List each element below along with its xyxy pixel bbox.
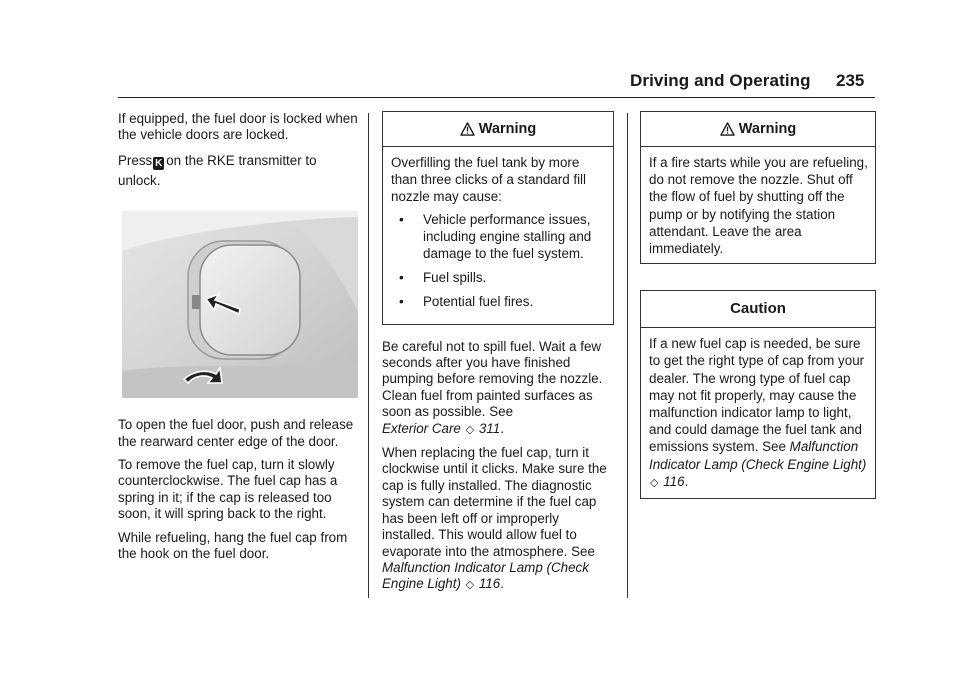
column-3 [640, 111, 876, 513]
header-divider [118, 97, 875, 98]
bullet-text: Vehicle performance issues, including engine stalling and damage to the fuel system. [423, 211, 592, 262]
warning-heading-label: Warning [478, 120, 537, 137]
bullet-text: Fuel spills. [423, 270, 487, 286]
unlock-key-icon: K [155, 157, 163, 169]
page-number: 235 [836, 71, 865, 90]
open-fuel-door-text: To open the fuel door, push and release the rearward center edge of the door. [118, 417, 354, 449]
careful-spill-text: Be careful not to spill fuel. Wait a few seconds after you have finished pumping before removing the nozzle. Clean fuel from painted surfaces as soon as possible. See Exterior Care ◇ 311. [382, 338, 603, 436]
warning-box-fire [640, 111, 876, 264]
warning-heading [383, 112, 613, 147]
fuel-door-locked-text: If equipped, the fuel door is locked when the vehicle doors are locked. [118, 111, 358, 143]
press-label: Press [118, 152, 153, 168]
remove-fuel-cap-text: To remove the fuel cap, turn it slowly counterclockwise. The fuel cap has a spring in it; if the cap is released too soon, it will spring back to the right. [118, 457, 338, 522]
malfunction-indicator-page[interactable]: 116 [663, 473, 685, 489]
column-divider-2 [627, 113, 628, 598]
warning-triangle-icon [720, 122, 735, 136]
caution-box [640, 290, 876, 499]
caution-heading: Caution [641, 291, 875, 328]
warning-heading [641, 112, 875, 147]
careful-spill-body: Be careful not to spill fuel. Wait a few seconds after you have finished pumping before removing the nozzle. Clean fuel from painted surfaces as soon as possible. See [382, 338, 603, 420]
malfunction-indicator-link[interactable]: Malfunction Indicator Lamp (Check Engine Light) [649, 439, 867, 472]
bullet-symbol: • [399, 270, 404, 286]
bullet-text: Potential fuel fires. [423, 294, 534, 310]
replace-fuel-cap-text: When replacing the fuel cap, turn it clockwise until it clicks. Make sure the cap is fully installed. The diagnostic system can determine if the fuel cap has been left off or improperly installed. This would allow fuel to evaporate into the atmosphere. See Malfunction Indicator Lamp (Check Engine Light) ◇ 116. [382, 445, 607, 592]
fuel-door-photo [122, 211, 358, 398]
press-after-label: on the RKE transmitter to [166, 152, 317, 168]
list-item [399, 269, 606, 286]
overfill-intro: Overfilling the fuel tank by more than three clicks of a standard fill nozzle may cause: [391, 155, 587, 205]
malfunction-indicator-link[interactable]: Malfunction Indicator Lamp (Check Engine Light) [382, 559, 589, 592]
fire-warning-text: If a fire starts while you are refueling, do not remove the nozzle. Shut off the flow of fuel by shutting off the pump or by notifying the station attendant. Leave the area immediately. [649, 155, 868, 257]
column-divider-1 [368, 113, 369, 598]
warning-box-overfill [382, 111, 614, 325]
bullet-symbol: • [399, 211, 404, 227]
bullet-symbol: • [399, 294, 404, 310]
caution-text: If a new fuel cap is needed, be sure to get the right type of cap from your dealer. The wrong type of fuel cap may not fit properly, may cause the malfunction indicator lamp to light, and could damage the fuel tank and emissions system. See Malfunction Indicator Lamp (Check Engine Light) ◇ 116. [649, 336, 867, 489]
exterior-care-page[interactable]: 311 [478, 420, 501, 436]
press-unlock-text [118, 151, 360, 191]
press-end-label: unlock. [118, 172, 161, 188]
page-reference-icon: ◇ [465, 423, 475, 436]
exterior-care-link[interactable]: Exterior Care [382, 420, 461, 436]
malfunction-indicator-page[interactable]: 116 [478, 576, 501, 592]
page-reference-icon: ◇ [650, 476, 659, 489]
page-header-title: Driving and Operating [630, 71, 811, 90]
warning-triangle-icon [460, 122, 475, 136]
caution-body: If a new fuel cap is needed, be sure to get the right type of cap from your dealer. The wrong type of fuel cap may not fit properly, may cause the malfunction indicator lamp to light, and could damage the fuel tank and emissions system. See [649, 336, 865, 455]
column-1 [118, 111, 360, 569]
column-2 [382, 111, 614, 601]
list-item [399, 211, 606, 263]
replace-fuel-cap-body: When replacing the fuel cap, turn it clockwise until it clicks. Make sure the cap is fully installed. The diagnostic system can determine if the fuel cap has been left off or improperly installed. This would allow fuel to evaporate into the atmosphere. See [382, 445, 607, 559]
list-item [399, 293, 606, 310]
warning-heading-label: Warning [738, 120, 797, 137]
page-reference-icon: ◇ [465, 579, 475, 592]
refueling-hang-cap-text: While refueling, hang the fuel cap from the hook on the fuel door. [118, 529, 348, 562]
